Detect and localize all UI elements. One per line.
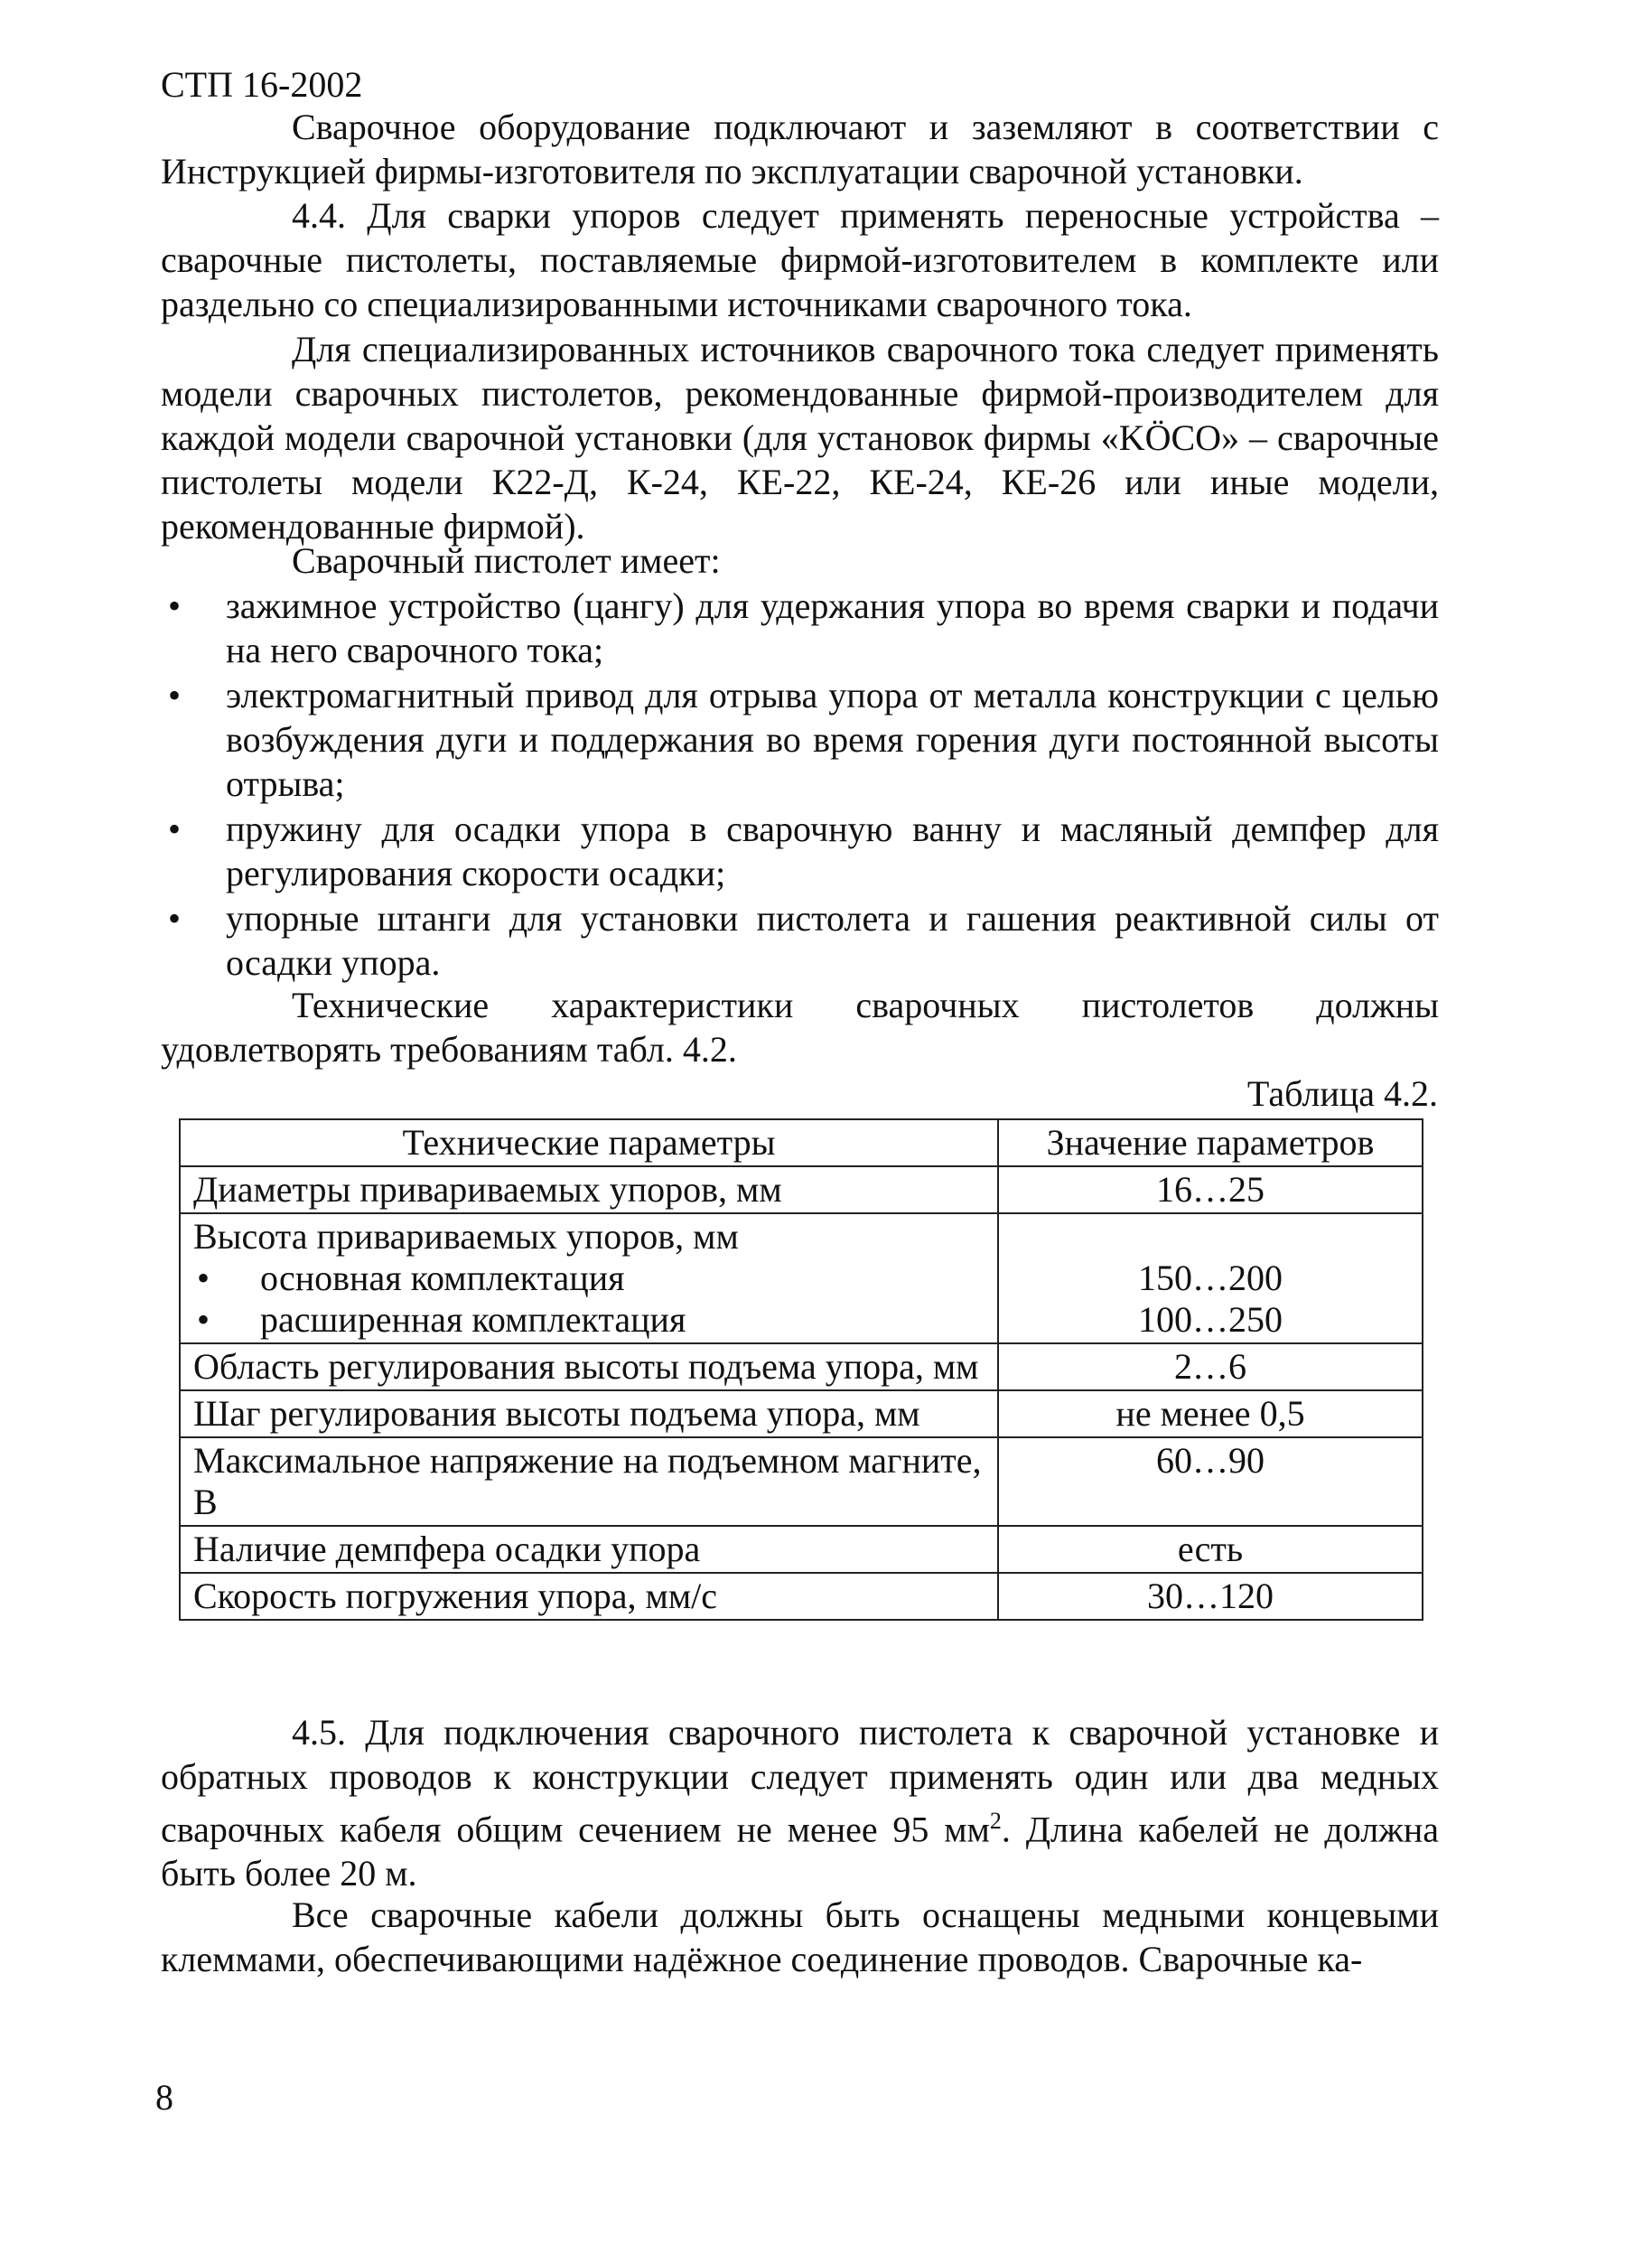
table-header-row <box>180 1119 1423 1166</box>
table-cell-value: есть <box>998 1526 1423 1573</box>
table-cell-param: Максимальное напряжение на подъемном магните, В <box>180 1437 998 1526</box>
list-item <box>161 673 1439 806</box>
paragraph-welding-guns-models: Для специализированных источников сварочного тока следует применять модели сварочных пистолетов, рекомендованные фирмой-производителем для каждой модели сварочной установки (для установок фирмы «KÖCO» – сварочные пистолеты модели К22-Д, К-24, КЕ-22, КЕ-24, КЕ-26 или иные модели, рекомендованные фирмой). <box>161 329 1439 547</box>
table-row <box>180 1343 1423 1390</box>
table-row <box>180 1213 1423 1343</box>
table-cell-param <box>180 1213 998 1343</box>
table-sub-item-label: расширенная комплектация <box>260 1299 686 1340</box>
table-cell-param-title: Высота привариваемых упоров, мм <box>193 1216 739 1257</box>
table-cell-value: не менее 0,5 <box>998 1390 1423 1437</box>
specifications-table <box>179 1118 1423 1621</box>
table-sub-item <box>193 1299 985 1341</box>
list-item-text: упорные штанги для установки пистолета и гашения реактивной силы от осадки упора. <box>226 898 1439 983</box>
list-item-text: электромагнитный привод для отрыва упора от металла конструкции с целью возбуждения дуги и поддержания во время горения дуги постоянной высоты отрыва; <box>226 675 1439 804</box>
paragraph-4-5-text-end: . Длина кабелей не должна быть более 20 м. <box>161 1809 1439 1894</box>
list-item-text: пружину для осадки упора в сварочную ванну и масляный демпфер для регулирования скорости осадки; <box>226 809 1439 893</box>
gun-features-list <box>161 584 1439 986</box>
column-header-values: Значение параметров <box>998 1119 1423 1166</box>
table-cell-param: Шаг регулирования высоты подъема упора, мм <box>180 1390 998 1437</box>
list-item <box>161 584 1439 672</box>
table-sub-item <box>193 1258 985 1299</box>
paragraph-cables-terminals: Все сварочные кабели должны быть оснащены медными концевыми клеммами, обеспечивающими надёжное соединение проводов. Сварочные ка- <box>161 1894 1439 1979</box>
paragraph-tech-characteristics: Технические характеристики сварочных пистолетов должны удовлетворять требованиям табл. 4.2. <box>161 985 1439 1070</box>
table-caption: Таблица 4.2. <box>1246 1073 1438 1114</box>
table-row <box>180 1390 1423 1437</box>
table-sub-item-value: 100…250 <box>1138 1299 1283 1340</box>
paragraph-4-5-text: 4.5. Для подключения сварочного пистолета к сварочной установке и обратных проводов к конструкции следует применять один или два медных сварочных кабеля общим сечением не менее 95 мм <box>161 1712 1439 1850</box>
bullet-icon: • <box>167 675 181 715</box>
column-header-parameters: Технические параметры <box>180 1119 998 1166</box>
list-item <box>161 896 1439 985</box>
table-row <box>180 1437 1423 1526</box>
table-row <box>180 1526 1423 1573</box>
paragraph-equipment-grounding: Сварочное оборудование подключают и заземляют в соответствии с Инструкцией фирмы-изготовителя по эксплуатации сварочной установки. <box>161 107 1439 192</box>
table-cell-value <box>998 1213 1423 1343</box>
bullet-icon: • <box>197 1299 210 1340</box>
table-cell-value-empty <box>1012 1216 1409 1258</box>
table-cell-param: Скорость погружения упора, мм/с <box>180 1573 998 1620</box>
table-cell-value: 2…6 <box>998 1343 1423 1390</box>
table-row <box>180 1573 1423 1620</box>
bullet-icon: • <box>197 1258 210 1298</box>
table-cell-value: 30…120 <box>998 1573 1423 1620</box>
table-cell-param: Наличие демпфера осадки упора <box>180 1526 998 1573</box>
table-sub-item-label: основная комплектация <box>260 1258 625 1298</box>
table-cell-param: Область регулирования высоты подъема упора, мм <box>180 1343 998 1390</box>
document-code: СТП 16-2002 <box>161 64 363 105</box>
table-cell-value: 16…25 <box>998 1166 1423 1213</box>
paragraph-4-4: 4.4. Для сварки упоров следует применять переносные устройства – сварочные пистолеты, поставляемые фирмой-изготовителем в комплекте или раздельно со специализированными источниками сварочного тока. <box>161 195 1439 324</box>
page-number: 8 <box>155 2077 173 2118</box>
superscript: 2 <box>989 1808 1002 1834</box>
table-sub-item-value: 150…200 <box>1138 1258 1283 1298</box>
paragraph-4-5 <box>161 1710 1439 1895</box>
list-item-text: зажимное устройство (цангу) для удержания упора во время сварки и подачи на него сварочного тока; <box>226 585 1439 670</box>
table-cell-value: 60…90 <box>998 1437 1423 1526</box>
bullet-icon: • <box>167 585 181 626</box>
bullet-icon: • <box>167 898 181 939</box>
table-row <box>180 1166 1423 1213</box>
paragraph-gun-has: Сварочный пистолет имеет: <box>292 540 721 581</box>
bullet-icon: • <box>167 809 181 849</box>
list-item <box>161 807 1439 895</box>
table-cell-param: Диаметры привариваемых упоров, мм <box>180 1166 998 1213</box>
